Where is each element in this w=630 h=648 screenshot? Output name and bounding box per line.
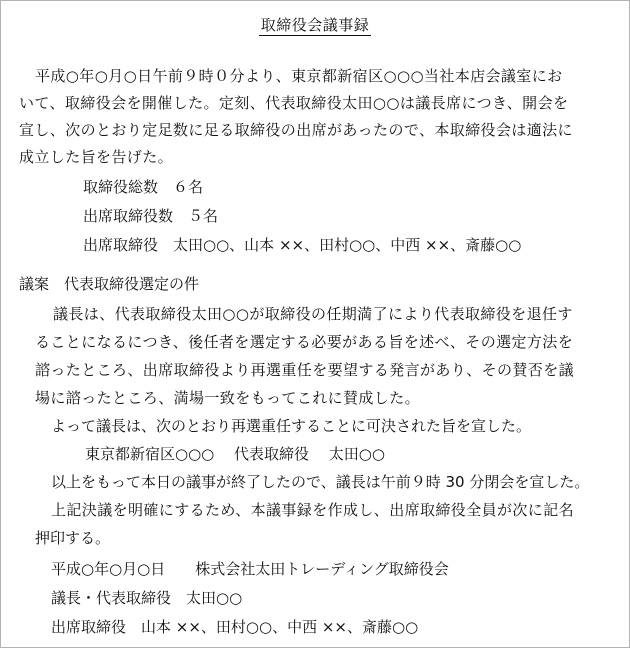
- signing-statement-line-1: 上記決議を明確にするため、本議事録を作成し、出席取締役全員が次に記名: [51, 501, 575, 519]
- opening-line-2: いて、取締役会を開催した。定刻、代表取締役太田○○は議長席につき、開会を: [19, 94, 569, 112]
- signing-statement-line-2: 押印する。: [35, 529, 111, 547]
- signature-chair: 議長・代表取締役 太田○○: [51, 589, 243, 607]
- opening-line-3: 宣し、次のとおり定足数に足る取締役の出席があったので、本取締役会は適法に: [19, 121, 573, 139]
- signature-date-company: 平成○年○月○日 株式会社太田トレーディング取締役会: [51, 560, 449, 578]
- directors-total: 取締役総数 ６名: [83, 178, 204, 196]
- agenda-body-line-4: 場に諮ったところ、満場一致をもってこれに賛成した。: [35, 389, 421, 407]
- document-title: [1, 12, 629, 38]
- document-title-text: 取締役会議事録: [260, 16, 370, 34]
- directors-present-count: 出席取締役数 ５名: [83, 207, 219, 225]
- signature-attendees: 出席取締役 山本 ××、田村○○、中西 ××、斎藤○○: [51, 618, 419, 636]
- agenda-heading: 議案 代表取締役選定の件: [19, 275, 200, 293]
- agenda-body-line-2: ることになるにつき、後任者を選定する必要がある旨を述べ、その選定方法を: [35, 333, 574, 351]
- opening-line-1: 平成○年○月○日午前９時０分より、東京都新宿区○○○当社本店会議室にお: [35, 67, 563, 85]
- directors-present-names: 出席取締役 太田○○、山本 ××、田村○○、中西 ××、斎藤○○: [83, 236, 522, 254]
- agenda-body-line-1: 議長は、代表取締役太田○○が取締役の任期満了により代表取締役を退任す: [53, 305, 573, 323]
- opening-line-4: 成立した旨を告げた。: [19, 148, 174, 166]
- agenda-resolution: よって議長は、次のとおり再選重任することに可決された旨を宣した。: [51, 417, 532, 435]
- closing-statement: 以上をもって本日の議事が終了したので、議長は午前９時 30 分閉会を宣した。: [51, 473, 590, 491]
- agenda-body-line-3: 諮ったところ、出席取締役より再選重任を要望する発言があり、その賛否を議: [35, 361, 575, 379]
- elected-representative: 東京都新宿区○○○ 代表取締役 太田○○: [85, 445, 385, 463]
